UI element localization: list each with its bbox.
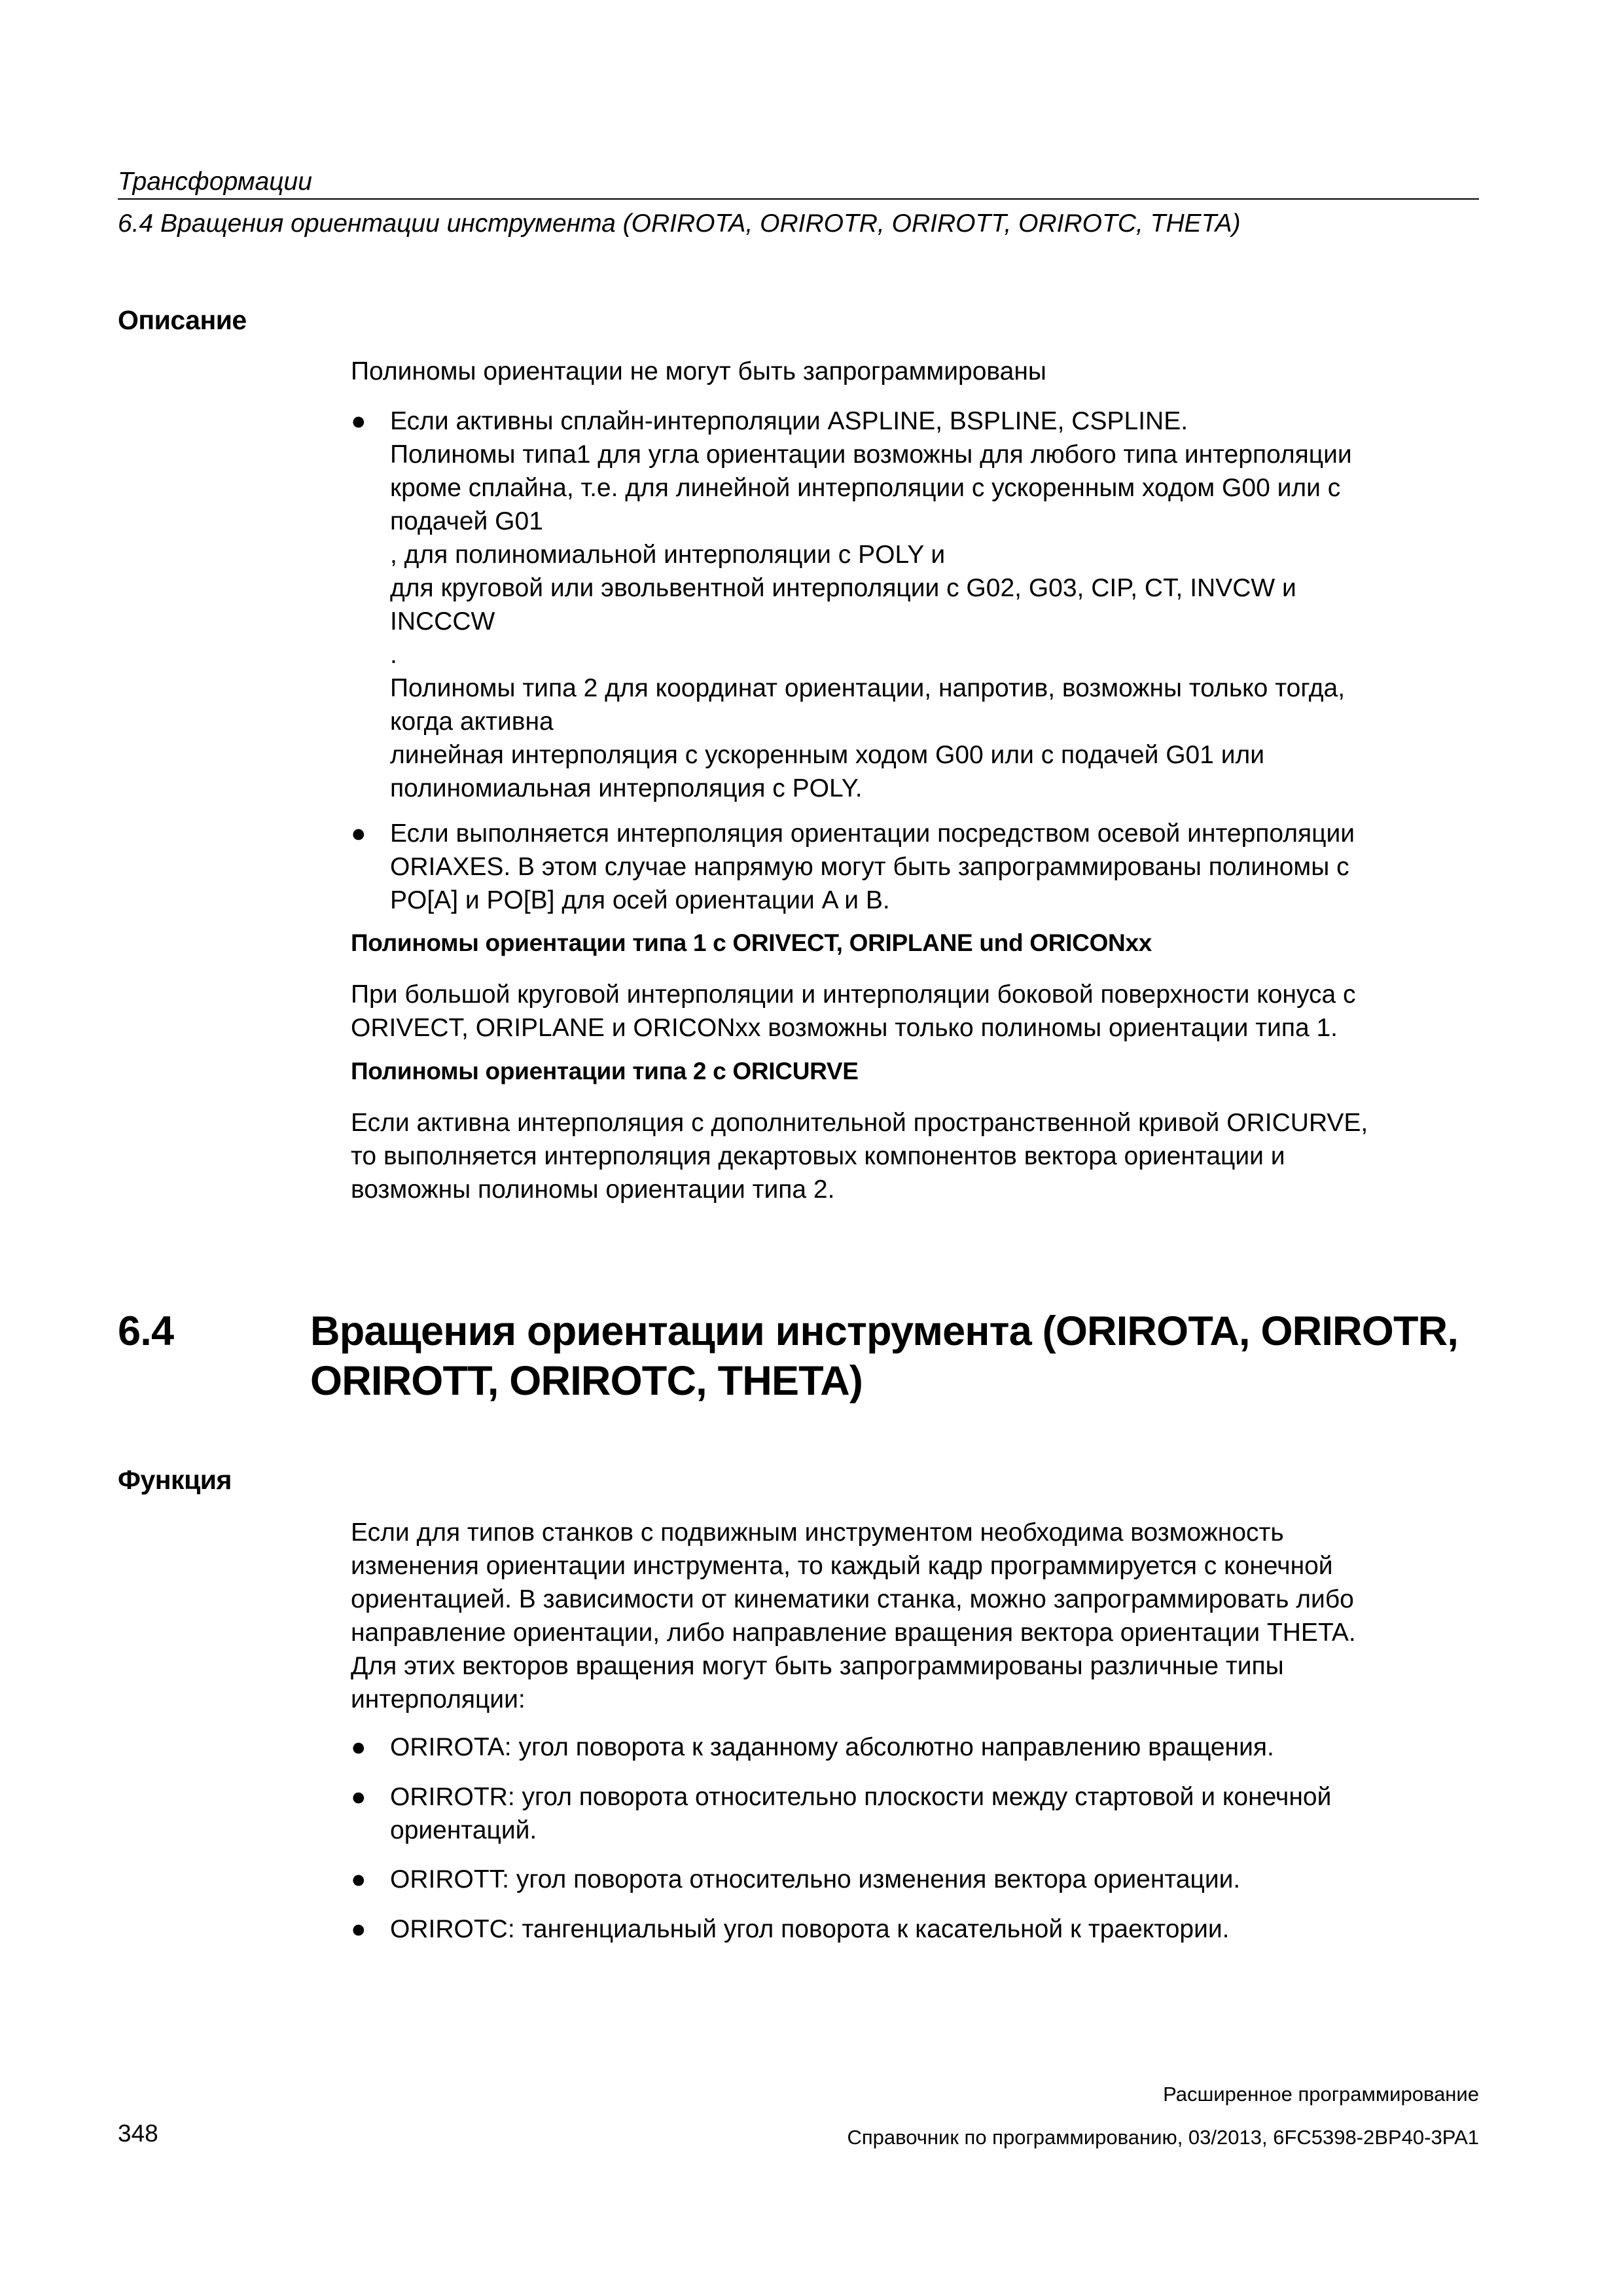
section-title xyxy=(310,1306,1488,1406)
footer-manual-ref: Справочник по программированию, 03/2013, 6FC5398-2BP40-3PA1 xyxy=(847,2126,1479,2149)
text-line: INCCCW xyxy=(390,607,495,636)
text-line: линейная интерполяция с ускоренным ходом G00 или с подачей G01 или xyxy=(390,741,1265,769)
text-line: ORIROTR: угол поворота относительно плоскости между стартовой и конечной xyxy=(390,1783,1332,1811)
text-line: Если активны сплайн-интерполяции ASPLINE, BSPLINE, CSPLINE. xyxy=(390,407,1188,435)
text-line: Если для типов станков с подвижным инструментом необходима возможность xyxy=(351,1518,1284,1547)
subheading-type2: Полиномы ориентации типа 2 с ORICURVE xyxy=(351,1058,859,1085)
subheading-type1: Полиномы ориентации типа 1 с ORIVECT, ORIPLANE und ORICONxx xyxy=(351,929,1152,956)
text-line: возможны полиномы ориентации типа 2. xyxy=(351,1175,835,1204)
description-intro: Полиномы ориентации не могут быть запрограммированы xyxy=(351,357,1046,386)
text-line: Полиномы типа1 для угла ориентации возможны для любого типа интерполяции xyxy=(390,440,1352,469)
section-title-line: Вращения ориентации инструмента (ORIROTA, ORIROTR, xyxy=(310,1308,1459,1354)
page-number: 348 xyxy=(118,2120,158,2147)
bullet-1-text xyxy=(390,404,1489,805)
text-line: ORIVECT, ORIPLANE и ORICONxx возможны только полиномы ориентации типа 1. xyxy=(351,1014,1338,1042)
bullet-dot-icon: ● xyxy=(351,819,366,848)
text-line: ориентацией. В зависимости от кинематики станка, можно запрограммировать либо xyxy=(351,1585,1354,1613)
text-line: когда активна xyxy=(390,708,554,736)
header-rule xyxy=(118,198,1479,200)
bullet-dot-icon: ● xyxy=(351,407,366,435)
bullet-dot-icon: ● xyxy=(351,1865,366,1893)
function-heading: Функция xyxy=(118,1465,232,1495)
text-line: изменения ориентации инструмента, то каждый кадр программируется с конечной xyxy=(351,1552,1333,1580)
text-line: ORIROTA: угол поворота к заданному абсолютно направлению вращения. xyxy=(390,1733,1274,1761)
text-line: При большой круговой интерполяции и интерполяции боковой поверхности конуса с xyxy=(351,980,1356,1009)
bullet-2-text xyxy=(390,817,1489,917)
section-title-line: ORIROTT, ORIROTC, THETA) xyxy=(310,1358,863,1404)
bullet-dot-icon: ● xyxy=(351,1733,366,1761)
section-number: 6.4 xyxy=(118,1308,174,1354)
item-text xyxy=(390,1780,1489,1847)
text-line: направление ориентации, либо направление вращения вектора ориентации THETA. xyxy=(351,1619,1356,1647)
function-paragraph xyxy=(351,1516,1489,1716)
text-line: ORIROTC: тангенциальный угол поворота к касательной к траектории. xyxy=(390,1915,1230,1943)
item-text xyxy=(390,1912,1489,1946)
text-line: Полиномы типа 2 для координат ориентации, напротив, возможны только тогда, xyxy=(390,674,1346,702)
text-line: ориентаций. xyxy=(390,1816,537,1844)
footer-manual-title: Расширенное программирование xyxy=(1163,2083,1479,2106)
text-line: интерполяции: xyxy=(351,1685,526,1713)
text-line: . xyxy=(390,641,397,669)
paragraph-type1 xyxy=(351,978,1489,1045)
text-line: PO[A] и PO[B] для осей ориентации A и B. xyxy=(390,886,890,914)
text-line: полиномиальная интерполяция с POLY. xyxy=(390,774,863,802)
paragraph-type2 xyxy=(351,1106,1489,1206)
text-line: Если активна интерполяция с дополнительной пространственной кривой ORICURVE, xyxy=(351,1109,1368,1137)
text-line: подачей G01 xyxy=(390,507,543,535)
text-line: для круговой или эвольвентной интерполяции с G02, G03, CIP, CT, INVCW и xyxy=(390,574,1296,602)
bullet-dot-icon: ● xyxy=(351,1783,366,1811)
text-line: ORIAXES. В этом случае напрямую могут быть запрограммированы полиномы с xyxy=(390,853,1349,881)
item-text xyxy=(390,1731,1489,1764)
item-text xyxy=(390,1863,1489,1896)
text-line: то выполняется интерполяция декартовых компонентов вектора ориентации и xyxy=(351,1142,1285,1170)
bullet-dot-icon: ● xyxy=(351,1915,366,1943)
running-header-section: 6.4 Вращения ориентации инструмента (ORIROTA, ORIROTR, ORIROTT, ORIROTC, THETA) xyxy=(118,209,1241,238)
description-heading: Описание xyxy=(118,305,247,335)
text-line: Если выполняется интерполяция ориентации посредством осевой интерполяции xyxy=(390,819,1355,848)
text-line: кроме сплайна, т.е. для линейной интерполяции с ускоренным ходом G00 или с xyxy=(390,474,1341,502)
text-line: ORIROTT: угол поворота относительно изменения вектора ориентации. xyxy=(390,1865,1241,1893)
running-header-chapter: Трансформации xyxy=(118,168,312,196)
text-line: , для полиномиальной интерполяции с POLY и xyxy=(390,541,946,569)
text-line: Для этих векторов вращения могут быть запрограммированы различные типы xyxy=(351,1652,1284,1680)
